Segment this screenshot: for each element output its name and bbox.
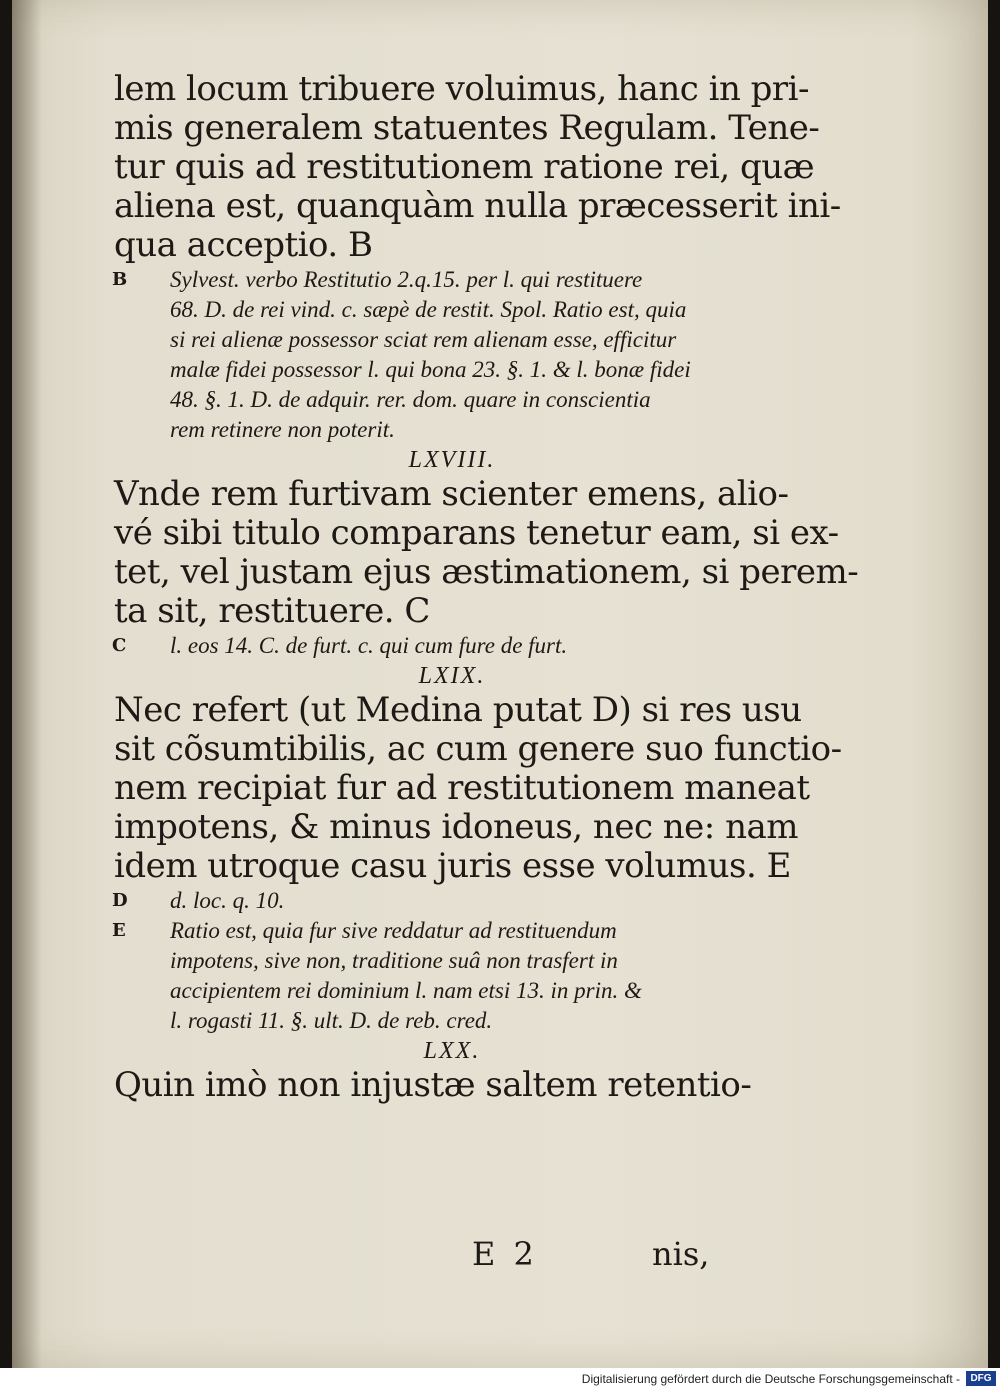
note-text: l. rogasti 11. §. ult. D. de reb. cred. — [170, 1008, 493, 1033]
body-text-line: Nec refert (ut Medina putat D) si res usu — [114, 690, 802, 730]
marginal-note-line — [82, 1006, 782, 1036]
note-text: accipientem rei dominium l. nam etsi 13. in prin. & — [170, 978, 642, 1003]
note-text: impotens, sive non, traditione suâ non trasfert in — [170, 948, 618, 973]
marginal-note-line — [82, 886, 782, 916]
body-text-line: ta sit, restituere. C — [114, 591, 430, 631]
signature-mark: E 2 — [472, 1235, 538, 1273]
body-text-line: aliena est, quanquàm nulla præcesserit ini- — [114, 186, 841, 226]
marginal-note-line — [82, 385, 782, 415]
note-text: 68. D. de rei vind. c. sæpè de restit. Spol. Ratio est, quia — [170, 297, 687, 322]
body-text-line: tur quis ad restitutionem ratione rei, quæ — [114, 147, 815, 187]
note-marker: B — [112, 269, 128, 290]
marginal-note-line — [82, 325, 782, 355]
spine-shadow — [12, 0, 42, 1368]
note-text: l. eos 14. C. de furt. c. qui cum fure de furt. — [170, 633, 568, 658]
note-marker: E — [112, 920, 126, 941]
body-text-line: vé sibi titulo comparans tenetur eam, si ex- — [114, 513, 839, 553]
body-text-line: Quin imò non injustæ saltem retentio- — [114, 1065, 752, 1105]
marginal-note-line — [82, 976, 782, 1006]
body-text-line: lem locum tribuere voluimus, hanc in pri- — [114, 69, 810, 109]
note-marker: D — [112, 890, 128, 911]
body-text-line: sit cõsumtibilis, ac cum genere suo functio- — [114, 729, 842, 769]
note-text: 48. §. 1. D. de adquir. rer. dom. quare in conscientia — [170, 387, 651, 412]
dfg-logo: DFG — [966, 1371, 996, 1386]
section-number-heading: LXIX. — [418, 663, 486, 689]
marginal-note-line — [82, 631, 782, 661]
note-text: si rei alienæ possessor sciat rem alienam esse, efficitur — [170, 327, 677, 352]
body-text-line: impotens, & minus idoneus, nec ne: nam — [114, 807, 798, 847]
note-marker: C — [112, 635, 127, 656]
section-number-heading: LXX. — [423, 1038, 481, 1064]
note-text: d. loc. q. 10. — [170, 888, 285, 913]
note-text: Sylvest. verbo Restitutio 2.q.15. per l. qui restituere — [170, 267, 643, 292]
marginal-note-line — [82, 265, 782, 295]
funding-credit: Digitalisierung gefördert durch die Deutsche Forschungsgemeinschaft - — [581, 1372, 960, 1386]
body-text-line: Vnde rem furtivam scienter emens, alio- — [114, 474, 789, 514]
note-text: malæ fidei possessor l. qui bona 23. §. 1. & l. bonæ fidei — [170, 357, 691, 382]
section-number-heading: LXVIII. — [408, 447, 496, 473]
book-page — [12, 0, 988, 1368]
body-text-line: tet, vel justam ejus æstimationem, si perem- — [114, 552, 859, 592]
marginal-note-line — [82, 295, 782, 325]
marginal-note-line — [82, 355, 782, 385]
page-footer — [82, 1235, 782, 1275]
body-text-line: mis generalem statuentes Regulam. Tene- — [114, 108, 820, 148]
marginal-note-line — [82, 415, 782, 445]
marginal-note-line — [82, 916, 782, 946]
note-text: Ratio est, quia fur sive reddatur ad restituendum — [170, 918, 617, 943]
body-text-line: nem recipiat fur ad restitutionem maneat — [114, 768, 810, 808]
page-text-block — [82, 69, 859, 1273]
body-text-line: idem utroque casu juris esse volumus. E — [114, 846, 791, 886]
marginal-note-line — [82, 946, 782, 976]
body-text-line: qua acceptio. B — [114, 225, 373, 265]
credit-bar — [0, 1368, 1000, 1391]
note-text: rem retinere non poterit. — [170, 417, 395, 442]
catchword: nis, — [652, 1235, 710, 1273]
